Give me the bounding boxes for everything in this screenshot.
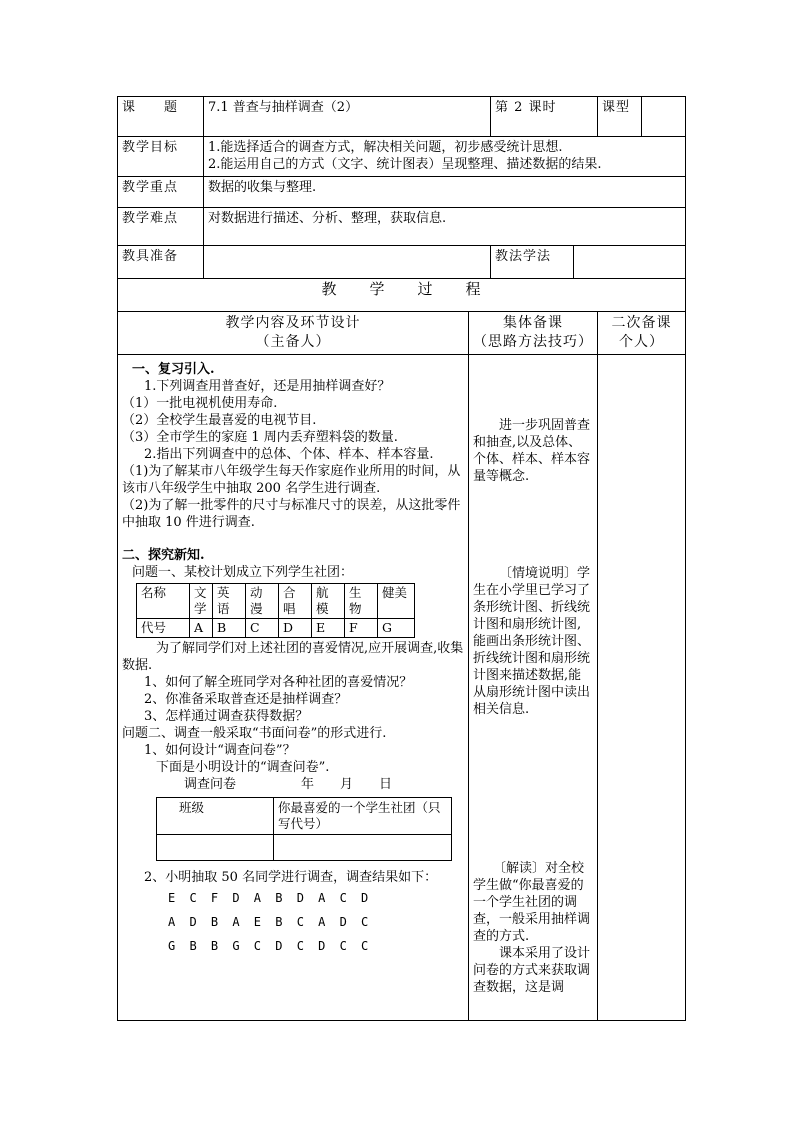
section1-q1: 1.下列调查用普查好，还是用抽样调查好？ <box>144 379 391 394</box>
survey-col-class: 班级 <box>157 798 274 835</box>
section1-q2-item2: （2)为了解一批零件的尺寸与标准尺寸的误差，从这批零件中抽取 10 件进行调查. <box>122 498 461 530</box>
result-letters-row-2: A D B A E B C A D C <box>168 915 369 929</box>
side-note-3: 〔解读〕对全校学生做“你最喜爱的一个学生社团的调查，一般采用抽样调查的方式. <box>473 861 591 944</box>
lesson-plan-table <box>117 96 686 1021</box>
goals-cell <box>204 137 686 177</box>
difficulty-value: 对数据进行描述、分析、整理，获取信息. <box>204 208 686 246</box>
result-letters-row-3: G B B G C D C D C C <box>168 939 369 953</box>
method-label: 教法学法 <box>491 246 574 279</box>
focus-value: 数据的收集与整理. <box>204 177 686 208</box>
goals-label: 教学目标 <box>118 137 204 177</box>
spacer <box>122 531 464 547</box>
survey-blank-row <box>157 835 452 861</box>
collective-notes-cell <box>469 355 598 1021</box>
section1-q1-item2: （2）全校学生最喜爱的电视节目. <box>122 413 317 428</box>
clubs-cell: E <box>312 619 345 638</box>
main-content-cell <box>118 355 469 1021</box>
clubs-cell: 名称 <box>137 584 190 619</box>
type-label: 课型 <box>598 97 642 137</box>
problem1-text: 问题一、某校计划成立下列学生社团： <box>132 565 354 580</box>
section2-title: 二、探究新知. <box>122 548 205 563</box>
clubs-cell: F <box>345 619 378 638</box>
section1-q1-item3: （3）全市学生的家庭 1 周内丢弃塑料袋的数量. <box>122 430 398 445</box>
topic-label: 课 题 <box>118 97 204 137</box>
problem1-q2: 2、你准备采取普查还是抽样调查？ <box>144 692 348 707</box>
side-note-4: 课本采用了设计问卷的方式来获取调查数据，这是调 <box>473 946 591 995</box>
clubs-table <box>136 583 415 638</box>
clubs-code-row <box>137 619 415 638</box>
section1-title: 一、复习引入. <box>132 362 215 377</box>
section1-q2: 2.指出下列调查中的总体、个体、样本、样本容量. <box>144 447 434 462</box>
problem2-text: 问题二、调查一般采取“书面问卷”的形式进行. <box>122 726 387 741</box>
clubs-cell: B <box>213 619 246 638</box>
section2-para: 为了解同学们对上述社团的喜爱情况,应开展调查,收集数据. <box>122 641 464 673</box>
clubs-cell: 生物 <box>345 584 378 619</box>
clubs-cell: 动漫 <box>246 584 279 619</box>
col3-header <box>598 312 686 355</box>
type-value <box>642 97 686 137</box>
col2-header <box>469 312 598 355</box>
clubs-name-row <box>137 584 415 619</box>
problem2-q1-sub: 下面是小明设计的“调查问卷”. <box>156 760 330 775</box>
col2-header-line2: （思路方法技巧） <box>473 334 594 350</box>
clubs-cell: G <box>378 619 415 638</box>
focus-label: 教学重点 <box>118 177 204 208</box>
difficulty-label: 教学难点 <box>118 208 204 246</box>
personal-notes-cell <box>598 355 686 1021</box>
clubs-cell: 健美 <box>378 584 415 619</box>
clubs-cell: 代号 <box>137 619 190 638</box>
clubs-cell: 航模 <box>312 584 345 619</box>
problem2-q1: 1、如何设计“调查问卷”？ <box>144 743 296 758</box>
clubs-cell: D <box>279 619 312 638</box>
col3-header-line2: 个人） <box>619 334 665 350</box>
col2-header-line1: 集体备课 <box>503 315 564 331</box>
section1-q2-item1: （1)为了解某市八年级学生每天作家庭作业所用的时间，从该市八年级学生中抽取 200 名学生进行调查. <box>122 464 461 496</box>
side-note-2: 〔情境说明〕学生在小学里已学习了条形统计图、折线统计图和扇形统计图,能画出条形统计图、折线统计图和扇形统计图来描述数据,能从扇形统计图中读出相关信息. <box>473 566 591 717</box>
tools-label: 教具准备 <box>118 246 204 279</box>
result-letters-row-1: E C F D A B D A C D <box>168 891 369 905</box>
clubs-cell: 文学 <box>190 584 213 619</box>
problem2-q2: 2、小明抽取 50 名同学进行调查，调查结果如下： <box>144 870 438 885</box>
col1-header-line2: （主备人） <box>255 334 331 350</box>
goal-2: 2.能运用自己的方式（文字、统计图表）呈现整理、描述数据的结果. <box>208 157 602 172</box>
period-value: 第 2 课时 <box>491 97 598 137</box>
survey-table <box>156 797 452 861</box>
side-note-1: 进一步巩固普查和抽查,以及总体、个体、样本、样本容量等概念. <box>473 418 591 484</box>
clubs-cell: 合唱 <box>279 584 312 619</box>
tools-value <box>204 246 491 279</box>
goal-1: 1.能选择适合的调查方式，解决相关问题，初步感受统计思想. <box>208 140 563 155</box>
clubs-cell: C <box>246 619 279 638</box>
col1-header <box>118 312 469 355</box>
survey-blank-cell <box>274 835 452 861</box>
clubs-cell: A <box>190 619 213 638</box>
clubs-cell: 英语 <box>213 584 246 619</box>
col3-header-line1: 二次备课 <box>611 315 672 331</box>
section1-q1-item1: （1）一批电视机使用寿命. <box>122 396 278 411</box>
survey-blank-cell <box>157 835 274 861</box>
problem1-q1: 1、如何了解全班同学对各种社团的喜爱情况？ <box>144 675 413 690</box>
topic-value: 7.1 普查与抽样调查（2） <box>204 97 491 137</box>
method-value <box>574 246 686 279</box>
problem1-q3: 3、怎样通过调查获得数据？ <box>144 709 309 724</box>
col1-header-line1: 教学内容及环节设计 <box>225 315 361 331</box>
survey-header: 调查问卷 年 月 日 <box>184 777 393 792</box>
survey-header-row <box>157 798 452 835</box>
survey-col-club: 你最喜爱的一个学生社团（只写代号） <box>274 798 452 835</box>
process-title: 教 学 过 程 <box>118 279 686 312</box>
